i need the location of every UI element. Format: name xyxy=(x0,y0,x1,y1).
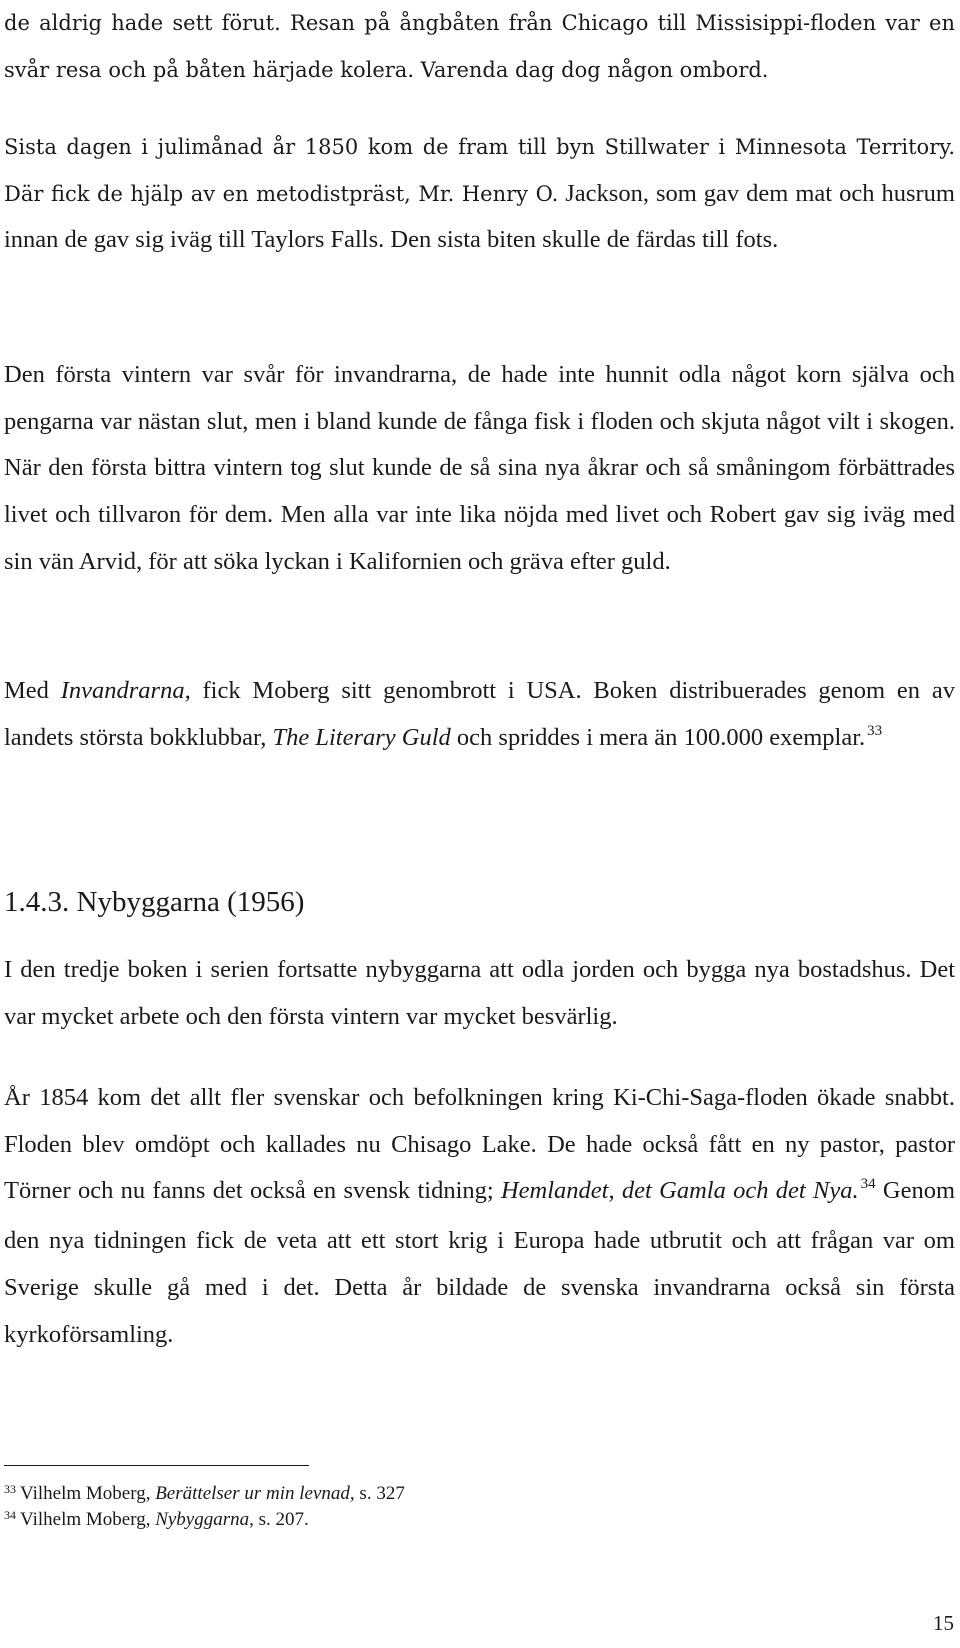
paragraph-1-text: de aldrig hade sett förut. Resan på ångbåten från Chicago till Missisippi-floden var en svår resa och på båten härjade kolera. Varenda dag dog någon ombord. xyxy=(4,11,955,82)
paragraph-6-newspaper-name: Hemlandet, det Gamla och det Nya. xyxy=(500,1177,859,1205)
paragraph-4-text-3: och spriddes i mera än 100.000 exemplar. xyxy=(450,723,866,751)
footnote-title: Berättelser ur min levnad xyxy=(155,1483,350,1504)
paragraph-4-text-1: Med xyxy=(4,677,61,704)
paragraph-4 xyxy=(4,668,955,764)
footnote-34 xyxy=(4,1507,309,1534)
paragraph-6-text-2: Genom den nya tidningen fick de veta att ett stort krig i Europa hade utbrutit och att frågan var om Sverige skulle gå med i det. Detta år bildade de svenska invandrarna också sin första kyrkoförsamling. xyxy=(4,1177,956,1348)
paragraph-2 xyxy=(4,124,955,264)
paragraph-2-text-a: Sista dagen i julimånad år 1850 kom de fram till byn Stillwater i Minnesota Territory. Där fick de hjälp av en metodistpräst, Mr. Henry O. xyxy=(4,135,955,206)
footnote-separator xyxy=(4,1465,309,1466)
footnote-number: 34 xyxy=(4,1508,16,1522)
paragraph-6 xyxy=(4,1075,955,1358)
footnote-text: Vilhelm Moberg, xyxy=(20,1509,156,1530)
page-number: 15 xyxy=(933,1611,954,1635)
paragraph-5 xyxy=(4,947,955,1040)
footnote-text: Vilhelm Moberg, xyxy=(20,1483,156,1504)
paragraph-3 xyxy=(4,352,955,586)
paragraph-5-text: I den tredje boken i serien fortsatte nybyggarna att odla jorden och bygga nya bostadshus. Det var mycket arbete och den första vintern var mycket besvärlig. xyxy=(4,956,955,1030)
paragraph-4-book-title: Invandrarna, xyxy=(60,677,191,704)
paragraph-4-text-2: fick Moberg sitt genombrott i USA. Boken distribuerades genom en av landets största bokklubbar, xyxy=(4,677,955,751)
paragraph-4-bookclub-name: The Literary Guld xyxy=(272,723,451,751)
paragraph-2-text-b: Jackson, som gav dem mat och husrum innan de gav sig iväg till Taylors Falls. Den sista biten skulle de färdas till fots. xyxy=(4,179,955,254)
footnote-title: Nybyggarna xyxy=(155,1509,250,1530)
section-heading: 1.4.3. Nybyggarna (1956) xyxy=(4,886,305,918)
paragraph-1 xyxy=(4,0,955,93)
paragraph-6-text-1: År 1854 kom det allt fler svenskar och befolkningen kring Ki-Chi-Saga-floden ökade snabbt. Floden blev omdöpt och kallades nu Chisago Lake. De hade också fått en ny pastor, pastor Törner och nu fanns det också en svensk tidning; xyxy=(4,1084,955,1205)
footnote-text: , s. 327 xyxy=(349,1483,405,1504)
footnote-text: , s. 207. xyxy=(249,1509,309,1530)
paragraph-3-text: Den första vintern var svår för invandrarna, de hade inte hunnit odla något korn själva och pengarna var nästan slut, men i bland kunde de fånga fisk i floden och skjuta något vilt i skogen. När den första bittra vintern tog slut kunde de så sina nya åkrar och så småningom förbättrades livet och tillvaron för dem. Men alla var inte lika nöjda med livet och Robert gav sig iväg med sin vän Arvid, för att söka lyckan i Kalifornien och gräva efter guld. xyxy=(4,361,955,575)
footnote-number: 33 xyxy=(4,1482,16,1496)
footnote-ref-33[interactable]: 33 xyxy=(867,722,883,739)
footnote-ref-34[interactable]: 34 xyxy=(860,1176,876,1193)
footnote-33 xyxy=(4,1481,405,1508)
